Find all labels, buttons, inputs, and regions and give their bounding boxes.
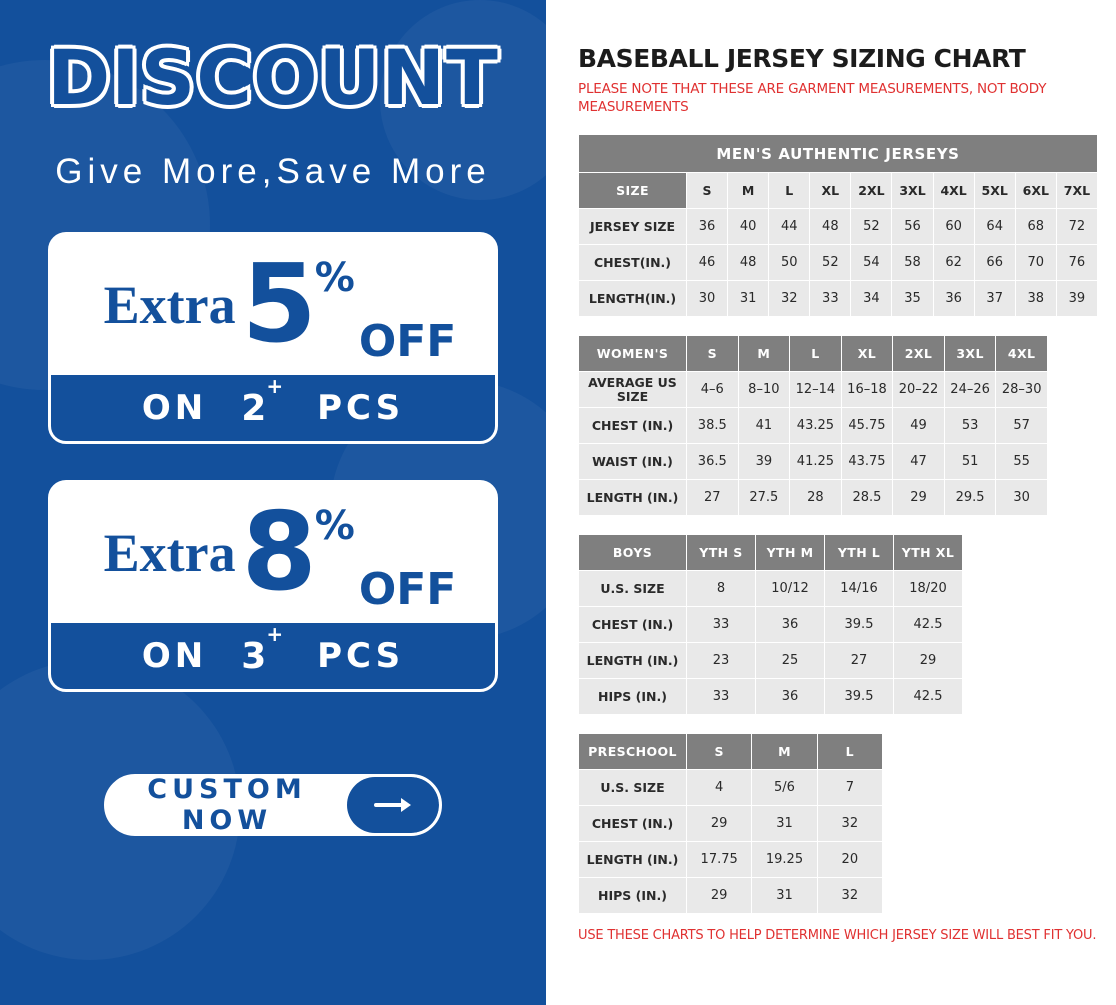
cell: 44 (769, 209, 810, 245)
cell: 5/6 (752, 770, 817, 806)
preschool-sizing-table (578, 733, 883, 914)
column-header: XL (841, 336, 893, 372)
row-label: AVERAGE US SIZE (579, 372, 687, 408)
cell: 18/20 (894, 571, 963, 607)
cell: 53 (944, 408, 996, 444)
cell: 47 (893, 444, 945, 480)
table-row (579, 209, 1098, 245)
column-header: WOMEN'S (579, 336, 687, 372)
column-header: S (687, 336, 739, 372)
row-label: CHEST(IN.) (579, 245, 687, 281)
cell: 32 (817, 806, 882, 842)
cell: 32 (769, 281, 810, 317)
column-header: YTH M (756, 535, 825, 571)
table-row (579, 444, 1048, 480)
column-header: M (752, 734, 817, 770)
table-row (579, 607, 963, 643)
cell: 36.5 (687, 444, 739, 480)
cell: 49 (893, 408, 945, 444)
deal-quantity-plus: + (266, 621, 284, 646)
chart-title: BASEBALL JERSEY SIZING CHART (578, 44, 1026, 73)
cell: 36 (756, 679, 825, 715)
cell: 39.5 (825, 607, 894, 643)
cell: 48 (728, 245, 769, 281)
cell: 42.5 (894, 607, 963, 643)
cell: 33 (687, 607, 756, 643)
table-header-row (579, 173, 1098, 209)
cell: 41.25 (790, 444, 842, 480)
deal-headline (51, 235, 495, 375)
cell: 58 (892, 245, 933, 281)
column-header: YTH L (825, 535, 894, 571)
row-label: JERSEY SIZE (579, 209, 687, 245)
column-header: SIZE (579, 173, 687, 209)
column-header: M (738, 336, 790, 372)
column-header: 5XL (974, 173, 1015, 209)
cell: 50 (769, 245, 810, 281)
column-header: 2XL (893, 336, 945, 372)
cell: 20–22 (893, 372, 945, 408)
deal-condition (51, 623, 495, 689)
promo-tagline: Give More,Save More (55, 152, 491, 191)
deal-quantity-plus: + (266, 373, 284, 398)
column-header: 4XL (933, 173, 974, 209)
deal-pcs-label: PCS (317, 388, 405, 428)
cell: 17.75 (687, 842, 752, 878)
mens-banner: MEN'S AUTHENTIC JERSEYS (579, 135, 1098, 173)
cell: 14/16 (825, 571, 894, 607)
cell: 30 (687, 281, 728, 317)
cell: 40 (728, 209, 769, 245)
table-row (579, 571, 963, 607)
column-header: YTH S (687, 535, 756, 571)
deal-extra-label: Extra (103, 275, 236, 335)
column-header: L (817, 734, 882, 770)
table-row (579, 480, 1048, 516)
cell: 45.75 (841, 408, 893, 444)
cell: 19.25 (752, 842, 817, 878)
cell: 38 (1015, 281, 1056, 317)
cell: 48 (810, 209, 851, 245)
column-header: 2XL (851, 173, 892, 209)
cell: 36 (687, 209, 728, 245)
deal-condition (51, 375, 495, 441)
row-label: LENGTH (IN.) (579, 643, 687, 679)
column-header: 4XL (996, 336, 1048, 372)
chart-footer-note: USE THESE CHARTS TO HELP DETERMINE WHICH JERSEY SIZE WILL BEST FIT YOU. (578, 928, 1097, 944)
deal-percent-number: 8 (241, 489, 315, 615)
cell: 12–14 (790, 372, 842, 408)
table-banner-row (579, 135, 1098, 173)
cell: 30 (996, 480, 1048, 516)
table-row (579, 245, 1098, 281)
table-header-row (579, 535, 963, 571)
deal-percent-sign: % (314, 502, 355, 549)
cell: 38.5 (687, 408, 739, 444)
row-label: LENGTH (IN.) (579, 480, 687, 516)
cell: 56 (892, 209, 933, 245)
cell: 36 (933, 281, 974, 317)
cell: 36 (756, 607, 825, 643)
cell: 16–18 (841, 372, 893, 408)
cell: 39.5 (825, 679, 894, 715)
table-row (579, 408, 1048, 444)
cell: 33 (810, 281, 851, 317)
deal-off-label: OFF (358, 564, 457, 615)
cell: 31 (752, 878, 817, 914)
cell: 8 (687, 571, 756, 607)
cell: 27.5 (738, 480, 790, 516)
deal-percent-number: 5 (241, 241, 315, 367)
deal-headline (51, 483, 495, 623)
cell: 31 (752, 806, 817, 842)
deal-extra-label: Extra (103, 523, 236, 583)
column-header: XL (810, 173, 851, 209)
deal-quantity-value: 2 (241, 387, 267, 429)
deal-percent-sign: % (314, 254, 355, 301)
cell: 68 (1015, 209, 1056, 245)
cell: 66 (974, 245, 1015, 281)
cell: 29 (687, 806, 752, 842)
cell: 60 (933, 209, 974, 245)
cell: 8–10 (738, 372, 790, 408)
column-header: L (769, 173, 810, 209)
table-row (579, 281, 1098, 317)
cell: 43.75 (841, 444, 893, 480)
column-header: PRESCHOOL (579, 734, 687, 770)
cell: 57 (996, 408, 1048, 444)
column-header: S (687, 173, 728, 209)
column-header: M (728, 173, 769, 209)
table-header-row (579, 336, 1048, 372)
cell: 27 (687, 480, 739, 516)
row-label: LENGTH (IN.) (579, 842, 687, 878)
cell: 23 (687, 643, 756, 679)
custom-now-button[interactable] (104, 774, 442, 836)
column-header: BOYS (579, 535, 687, 571)
deal-quantity (241, 373, 284, 429)
cell: 24–26 (944, 372, 996, 408)
cell: 72 (1056, 209, 1097, 245)
arrow-right-icon (347, 777, 439, 833)
cell: 43.25 (790, 408, 842, 444)
boys-sizing-table (578, 534, 963, 715)
cell: 10/12 (756, 571, 825, 607)
row-label: CHEST (IN.) (579, 607, 687, 643)
table-row (579, 643, 963, 679)
table-row (579, 770, 883, 806)
column-header: L (790, 336, 842, 372)
table-header-row (579, 734, 883, 770)
mens-sizing-table (578, 134, 1098, 317)
cell: 70 (1015, 245, 1056, 281)
cell: 28.5 (841, 480, 893, 516)
cell: 25 (756, 643, 825, 679)
row-label: CHEST (IN.) (579, 408, 687, 444)
charts-panel (546, 0, 1116, 1005)
column-header: S (687, 734, 752, 770)
chart-note: PLEASE NOTE THAT THESE ARE GARMENT MEASUREMENTS, NOT BODY MEASUREMENTS (578, 81, 1047, 116)
row-label: HIPS (IN.) (579, 878, 687, 914)
cell: 29 (687, 878, 752, 914)
cell: 55 (996, 444, 1048, 480)
deal-quantity-value: 3 (241, 635, 267, 677)
row-label: WAIST (IN.) (579, 444, 687, 480)
cell: 29 (894, 643, 963, 679)
deal-off-label: OFF (358, 316, 457, 367)
cell: 28 (790, 480, 842, 516)
promo-panel (0, 0, 546, 1005)
cell: 54 (851, 245, 892, 281)
cell: 41 (738, 408, 790, 444)
cell: 7 (817, 770, 882, 806)
cell: 52 (810, 245, 851, 281)
cell: 39 (738, 444, 790, 480)
row-label: LENGTH(IN.) (579, 281, 687, 317)
column-header: 7XL (1056, 173, 1097, 209)
deal-on-label: ON (141, 388, 208, 428)
deal-pcs-label: PCS (317, 636, 405, 676)
table-row (579, 878, 883, 914)
cell: 76 (1056, 245, 1097, 281)
cell: 51 (944, 444, 996, 480)
cell: 27 (825, 643, 894, 679)
cell: 4–6 (687, 372, 739, 408)
cell: 39 (1056, 281, 1097, 317)
cell: 37 (974, 281, 1015, 317)
column-header: 3XL (892, 173, 933, 209)
table-row (579, 679, 963, 715)
row-label: HIPS (IN.) (579, 679, 687, 715)
table-row (579, 806, 883, 842)
row-label: U.S. SIZE (579, 770, 687, 806)
deal-card-8-percent[interactable] (48, 480, 498, 692)
cell: 62 (933, 245, 974, 281)
cell: 20 (817, 842, 882, 878)
row-label: CHEST (IN.) (579, 806, 687, 842)
row-label: U.S. SIZE (579, 571, 687, 607)
deal-on-label: ON (141, 636, 208, 676)
cell: 35 (892, 281, 933, 317)
table-row (579, 372, 1048, 408)
cell: 31 (728, 281, 769, 317)
custom-now-label: CUSTOM NOW (147, 774, 307, 836)
cell: 42.5 (894, 679, 963, 715)
cell: 28–30 (996, 372, 1048, 408)
deal-quantity (241, 621, 284, 677)
womens-sizing-table (578, 335, 1048, 516)
cell: 33 (687, 679, 756, 715)
column-header: 6XL (1015, 173, 1056, 209)
column-header: 3XL (944, 336, 996, 372)
cell: 29.5 (944, 480, 996, 516)
deal-card-5-percent[interactable] (48, 232, 498, 444)
table-row (579, 842, 883, 878)
cell: 4 (687, 770, 752, 806)
cell: 64 (974, 209, 1015, 245)
cell: 32 (817, 878, 882, 914)
cell: 46 (687, 245, 728, 281)
column-header: YTH XL (894, 535, 963, 571)
cell: 52 (851, 209, 892, 245)
promo-title: DISCOUNT (47, 33, 499, 122)
cell: 29 (893, 480, 945, 516)
cell: 34 (851, 281, 892, 317)
